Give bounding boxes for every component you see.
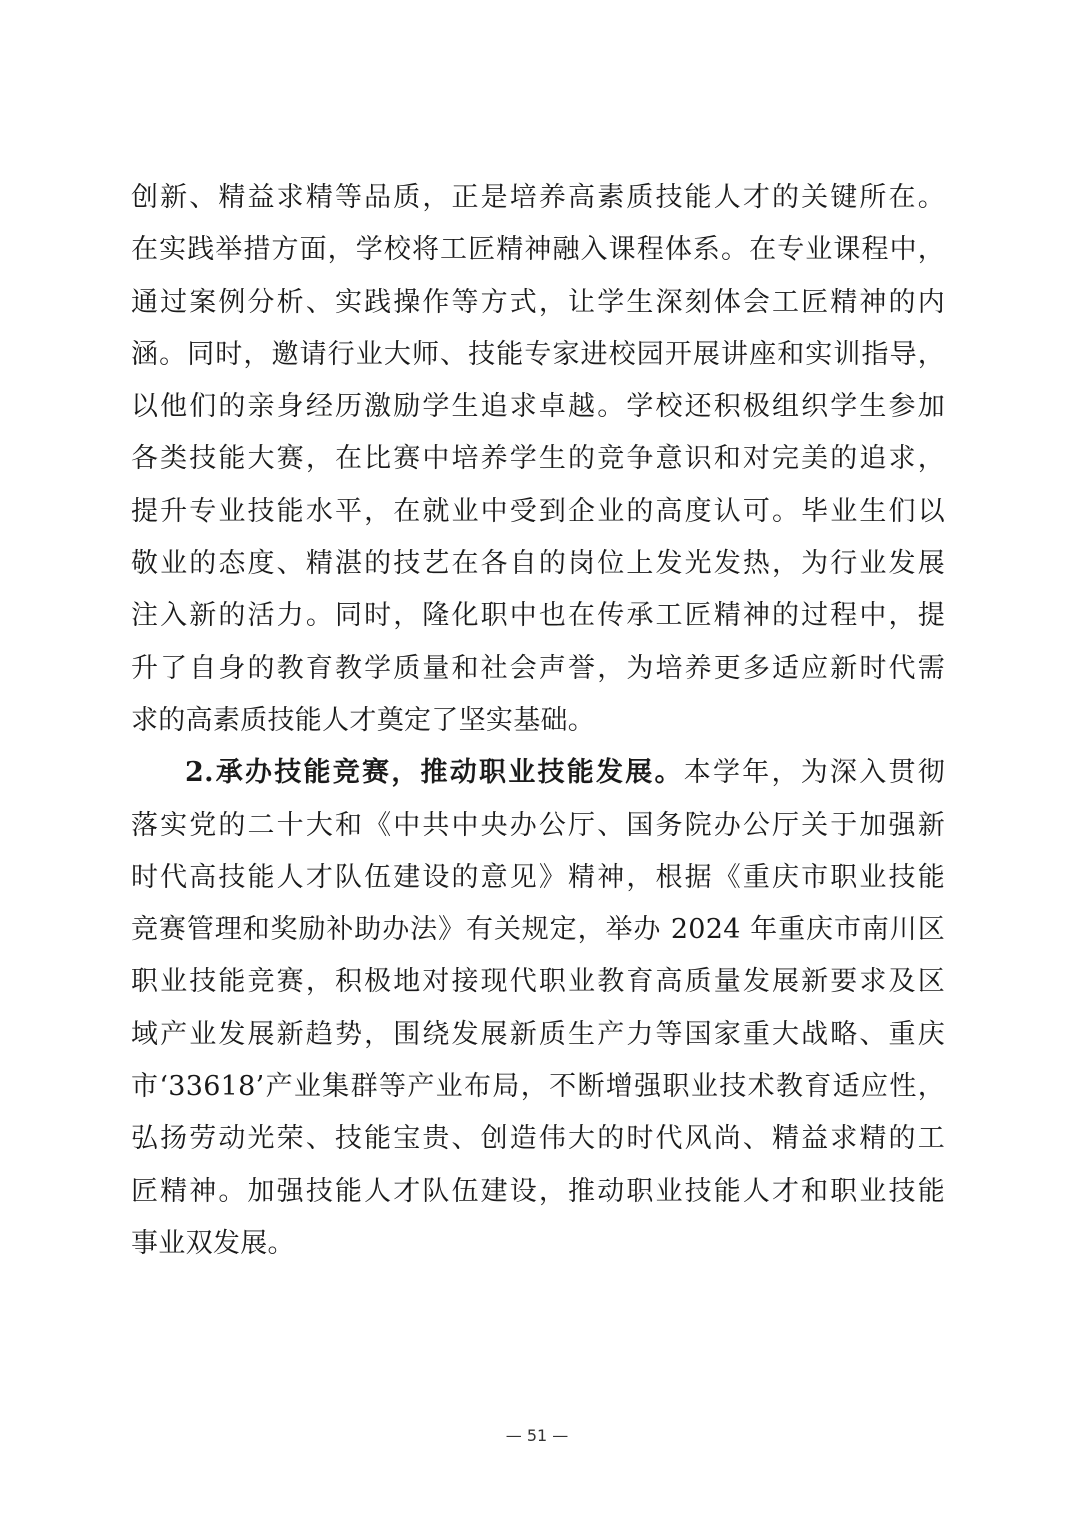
text-line: 敬业的态度、精湛的技艺在各自的岗位上发光发热，为行业发展 bbox=[131, 548, 945, 580]
paragraph-craftsman-spirit bbox=[131, 172, 945, 747]
paragraph-skills-competition bbox=[131, 747, 945, 1270]
text-line: 竞赛管理和奖励补助办法》有关规定，举办 2024 年重庆市南川区 bbox=[131, 914, 945, 946]
page-number: — 51 — bbox=[505, 1426, 569, 1445]
text-line: 匠精神。加强技能人才队伍建设，推动职业技能人才和职业技能 bbox=[131, 1175, 945, 1207]
text-line: 在实践举措方面，学校将工匠精神融入课程体系。在专业课程中， bbox=[131, 234, 945, 266]
text-line: 各类技能大赛，在比赛中培养学生的竞争意识和对完美的追求， bbox=[131, 443, 945, 475]
text-line: 市‘33618’产业集群等产业布局，不断增强职业技术教育适应性， bbox=[131, 1071, 945, 1103]
text-line: 以他们的亲身经历激励学生追求卓越。学校还积极组织学生参加 bbox=[131, 391, 945, 423]
body-text bbox=[131, 172, 945, 1270]
section-heading: 2.承办技能竞赛，推动职业技能发展。 bbox=[185, 757, 684, 789]
heading-continuation: 本学年，为深入贯彻 bbox=[683, 757, 945, 789]
text-line: 弘扬劳动光荣、技能宝贵、创造伟大的时代风尚、精益求精的工 bbox=[131, 1123, 945, 1155]
text-line: 升了自身的教育教学质量和社会声誉，为培养更多适应新时代需 bbox=[131, 652, 945, 684]
text-line bbox=[131, 747, 945, 799]
text-line: 职业技能竞赛，积极地对接现代职业教育高质量发展新要求及区 bbox=[131, 966, 945, 998]
text-line: 通过案例分析、实践操作等方式，让学生深刻体会工匠精神的内 bbox=[131, 286, 945, 318]
text-line: 域产业发展新趋势，围绕发展新质生产力等国家重大战略、重庆 bbox=[131, 1018, 945, 1050]
text-line: 求的高素质技能人才奠定了坚实基础。 bbox=[131, 704, 596, 736]
text-line: 涵。同时，邀请行业大师、技能专家进校园开展讲座和实训指导， bbox=[131, 338, 945, 370]
text-line: 提升专业技能水平，在就业中受到企业的高度认可。毕业生们以 bbox=[131, 495, 945, 527]
text-line: 创新、精益求精等品质，正是培养高素质技能人才的关键所在。 bbox=[131, 182, 945, 213]
text-line: 落实党的二十大和《中共中央办公厅、国务院办公厅关于加强新 bbox=[131, 809, 945, 841]
text-line: 时代高技能人才队伍建设的意见》精神，根据《重庆市职业技能 bbox=[131, 861, 945, 893]
text-line: 事业双发展。 bbox=[131, 1227, 295, 1259]
text-line: 注入新的活力。同时，隆化职中也在传承工匠精神的过程中，提 bbox=[131, 600, 945, 632]
